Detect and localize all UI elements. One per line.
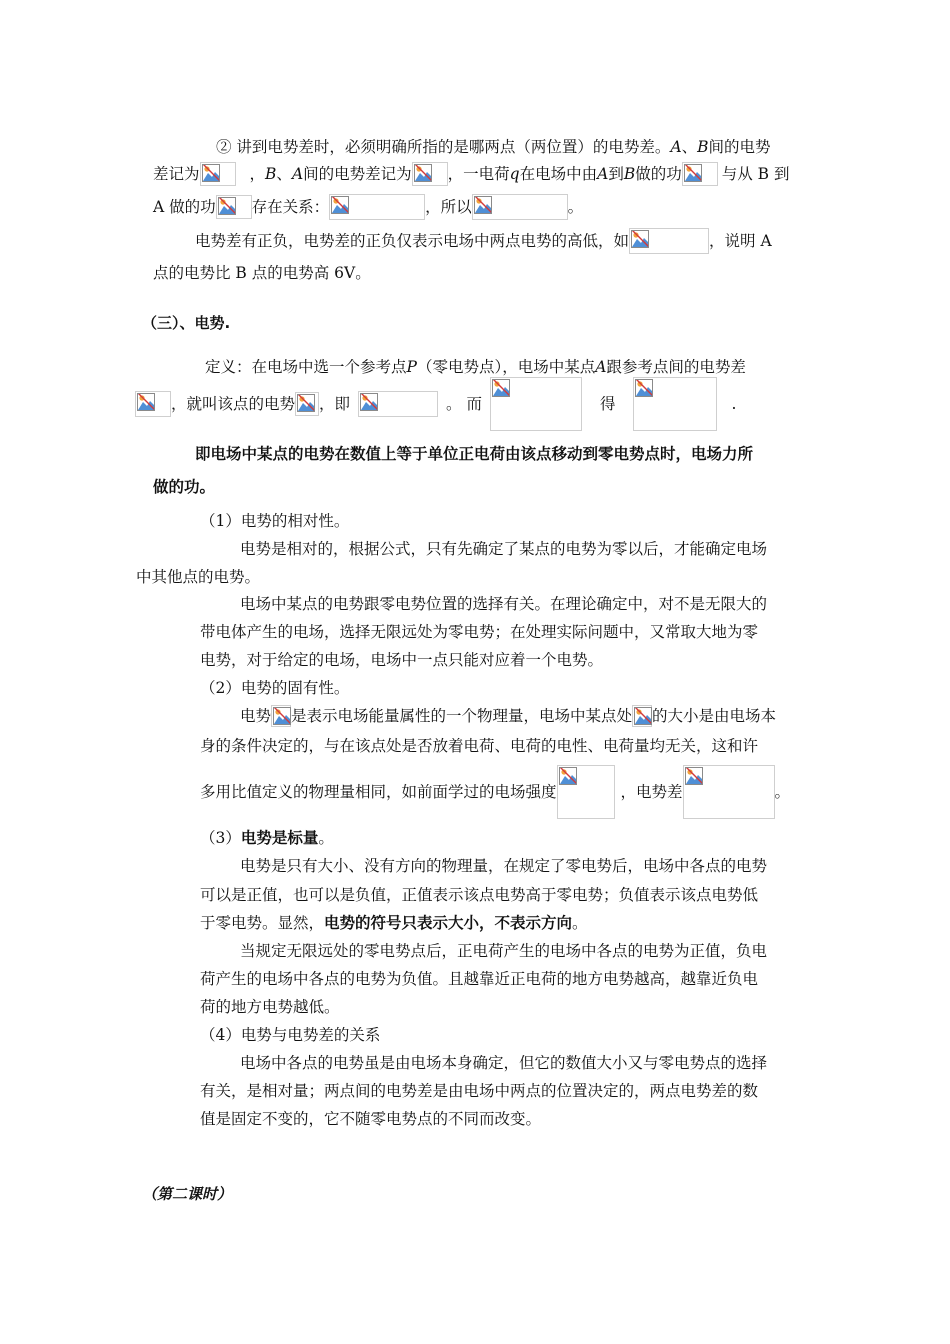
broken-image-icon xyxy=(631,230,649,248)
definition-line1 xyxy=(205,356,746,378)
p1-line3 xyxy=(153,194,583,220)
broken-image-icon xyxy=(331,196,349,214)
def-text: 跟参考点间的电势差 xyxy=(606,358,746,376)
s4-line2: 有关，是相对量；两点间的电势差是由电场中两点的位置决定的，两点电势差的数 xyxy=(200,1082,759,1100)
s1-p1-line2: 中其他点的电势。 xyxy=(136,568,261,586)
var-b: B xyxy=(697,138,709,156)
p1-text: ，所以 xyxy=(425,198,472,216)
broken-image-icon xyxy=(684,164,702,182)
p1-line1 xyxy=(216,136,771,158)
formula-wba-image xyxy=(216,195,252,219)
s2-text: 的大小是由电场本 xyxy=(652,707,777,725)
formula-uab-image xyxy=(200,162,236,186)
broken-image-icon xyxy=(635,379,653,397)
p1-line2 xyxy=(153,162,790,186)
var-a: A xyxy=(597,165,609,183)
s1-p2-line1: 电场中某点的电势跟零电势位置的选择有关。在理论确定中，对不是无限大的 xyxy=(240,595,768,613)
s2-heading: （2）电势的固有性。 xyxy=(200,679,350,697)
s1-p2-line2: 带电体产生的电场，选择无限远处为零电势；在处理实际问题中，又常取大地为零 xyxy=(200,623,759,641)
broken-image-icon xyxy=(202,164,220,182)
s2-text: 电势 xyxy=(240,707,272,725)
p1-text: 到 xyxy=(608,165,624,183)
p1-text: 。 xyxy=(567,198,584,216)
p2-text: ，说明 A xyxy=(709,232,772,250)
p1-text: ② 讲到电势差时，必须明确所指的是哪两点（两位置）的电势差。 xyxy=(216,138,671,156)
p1-text: ，一电荷 xyxy=(447,165,510,183)
var-a: A xyxy=(595,358,607,376)
formula-relation-image xyxy=(329,194,425,220)
def-text: （零电势点），电场中某点 xyxy=(416,358,596,376)
broken-image-icon xyxy=(492,379,510,397)
s2-line1 xyxy=(240,705,776,727)
p2-line1 xyxy=(195,228,772,254)
definition-line2 xyxy=(135,378,736,430)
def-text: 。 而 xyxy=(446,395,482,413)
s3-p2-line3: 荷的地方电势越低。 xyxy=(200,998,340,1016)
var-a: A xyxy=(670,138,682,156)
broken-image-icon xyxy=(474,196,492,214)
s3-line2: 可以是正值，也可以是负值，正值表示该点电势高于零电势；负值表示该点电势低 xyxy=(200,886,759,904)
s4-heading: （4）电势与电势差的关系 xyxy=(200,1026,381,1044)
s3-text: 于零电势。显然， xyxy=(200,914,325,932)
s1-p2-line3: 电势，对于给定的电场，电场中一点只能对应着一个电势。 xyxy=(200,651,604,669)
broken-image-icon xyxy=(218,197,236,215)
s3-p2-line2: 荷产生的电场中各点的电势为负值。且越靠近正电荷的地方电势越高，越靠近负电 xyxy=(200,970,759,988)
s3-text: 。 xyxy=(318,829,334,847)
bold-para-line1: 即电场中某点的电势在数值上等于单位正电荷由该点移动到零电势点时，电场力所 xyxy=(195,445,754,463)
formula-phia-image xyxy=(295,392,319,416)
broken-image-icon xyxy=(414,164,432,182)
s2-text: ，电势差 xyxy=(620,783,683,801)
formula-u-image xyxy=(683,765,775,819)
var-a: A xyxy=(291,165,304,183)
broken-image-icon xyxy=(273,707,291,725)
formula-phi2-image xyxy=(632,705,652,727)
formula-uap-image xyxy=(135,391,171,417)
p2-line2: 点的电势比 B 点的电势高 6V。 xyxy=(153,264,371,282)
s3-heading xyxy=(200,827,334,849)
s3-p2-line1: 当规定无限远处的零电势点后，正电荷产生的电场中各点的电势为正值，负电 xyxy=(240,942,768,960)
broken-image-icon xyxy=(137,393,155,411)
var-b: B xyxy=(265,165,277,183)
formula-result-image xyxy=(472,194,568,220)
s2-line3 xyxy=(200,764,790,820)
formula-fraction2-image xyxy=(633,377,717,431)
p1-text: 存在关系： xyxy=(251,198,330,216)
def-text: . xyxy=(731,395,737,413)
p1-text: 在电场中由 xyxy=(519,165,598,183)
s2-text: 是表示电场能量属性的一个物理量，电场中某点处 xyxy=(291,707,633,725)
s4-line3: 值是固定不变的，它不随零电势点的不同而改变。 xyxy=(200,1110,542,1128)
def-text: 得 xyxy=(599,395,616,413)
s3-bold: 电势的符号只表示大小，不表示方向 xyxy=(324,914,573,932)
section-3-heading: （三）、电势. xyxy=(142,314,231,332)
p1-text: 与从 B 到 xyxy=(721,165,790,183)
s3-line3 xyxy=(200,912,588,934)
s3-text: （3） xyxy=(200,829,241,847)
broken-image-icon xyxy=(559,767,577,785)
formula-wab-image xyxy=(682,162,718,186)
def-text: 定义：在电场中选一个参考点 xyxy=(205,358,407,376)
formula-phi-image xyxy=(271,705,291,727)
formula-phia-eq-image xyxy=(358,391,438,417)
text-sep: 、 xyxy=(681,138,698,156)
s2-line2: 身的条件决定的，与在该点处是否放着电荷、电荷的电性、电荷量均无关，这和许 xyxy=(200,737,759,755)
p2-text: 电势差有正负，电势差的正负仅表示电场中两点电势的高低，如 xyxy=(195,232,630,250)
var-b: B xyxy=(623,165,636,183)
s4-line1: 电场中各点的电势虽是由电场本身确定，但它的数值大小又与零电势点的选择 xyxy=(240,1054,768,1072)
p1-text: ， xyxy=(249,165,266,183)
s3-line1: 电势是只有大小、没有方向的物理量，在规定了零电势后，电场中各点的电势 xyxy=(240,857,768,875)
s3-bold: 电势是标量 xyxy=(240,829,319,847)
def-text: ，就叫该点的电势 xyxy=(171,395,296,413)
var-p: P xyxy=(406,358,417,376)
broken-image-icon xyxy=(360,393,378,411)
def-text: ，即 xyxy=(319,395,351,413)
p1-text: 间的电势差记为 xyxy=(303,165,412,183)
lesson-two-label: （第二课时） xyxy=(142,1185,233,1203)
s1-p1-line1: 电势是相对的，根据公式，只有先确定了某点的电势为零以后，才能确定电场 xyxy=(240,540,768,558)
formula-e-image xyxy=(557,765,615,819)
formula-uba-image xyxy=(412,162,448,186)
p1-text: 间的电势 xyxy=(708,138,771,156)
formula-example-image xyxy=(629,228,709,254)
var-q: q xyxy=(509,165,520,183)
bold-para-line2: 做的功。 xyxy=(153,478,216,496)
p1-text: 差记为 xyxy=(153,165,200,183)
broken-image-icon xyxy=(634,707,652,725)
broken-image-icon xyxy=(297,394,315,412)
s2-text: 。 xyxy=(774,783,791,801)
p1-text: 做的功 xyxy=(635,165,682,183)
s2-text: 多用比值定义的物理量相同，如前面学过的电场强度 xyxy=(200,783,557,801)
text-sep: 、 xyxy=(276,165,292,183)
p1-text: A 做的功 xyxy=(153,198,216,216)
s1-heading: （1）电势的相对性。 xyxy=(200,512,350,530)
broken-image-icon xyxy=(685,767,703,785)
s3-text: 。 xyxy=(572,914,588,932)
formula-fraction1-image xyxy=(490,377,582,431)
